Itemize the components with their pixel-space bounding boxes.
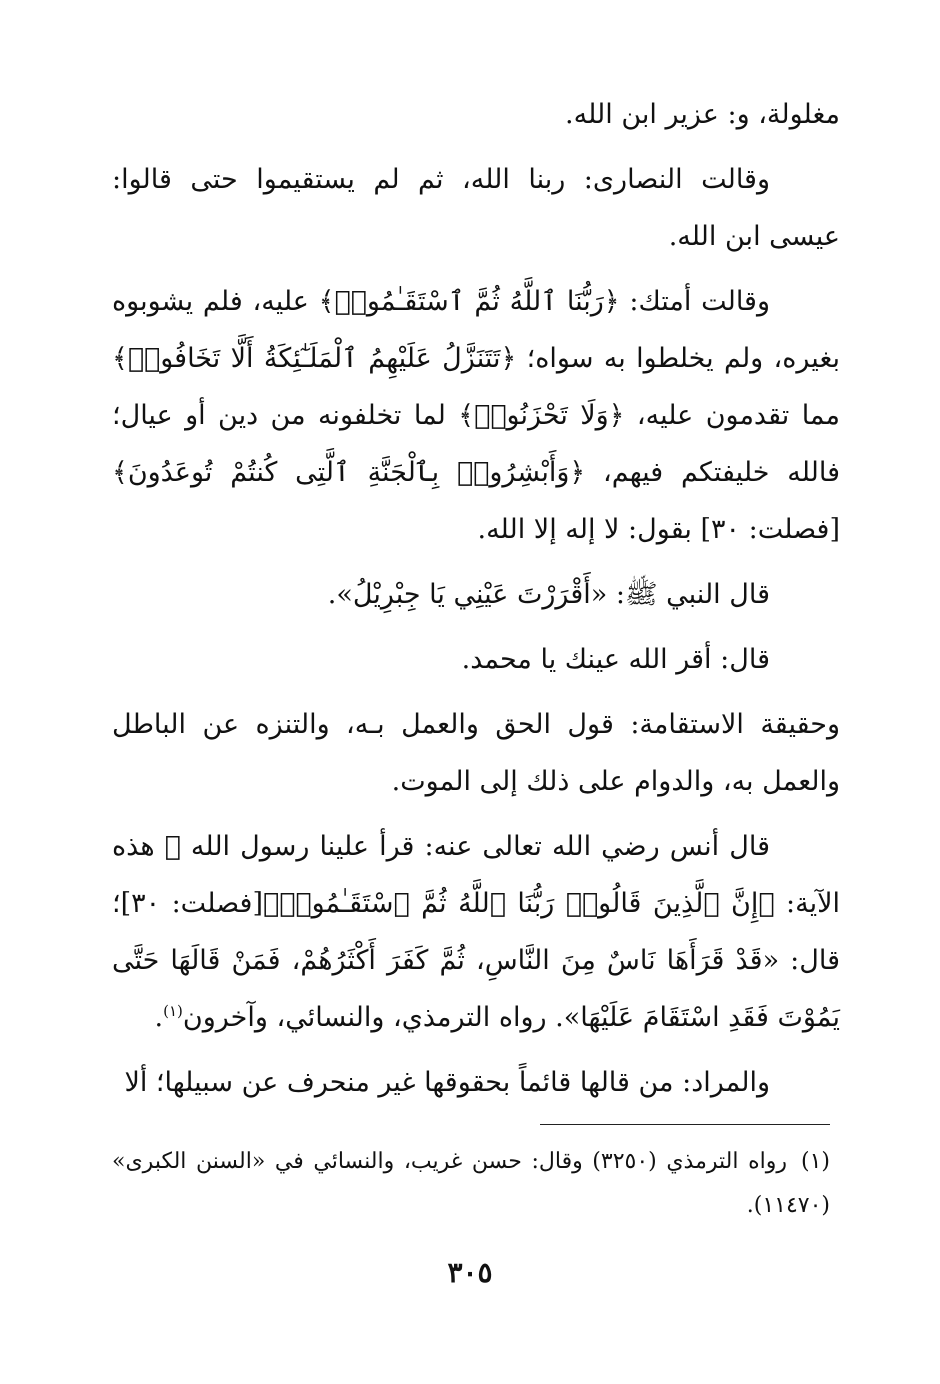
footnote-text: رواه الترمذي (٣٢٥٠) وقال: حسن غريب، والنسائي في «السنن الكبرى» (١١٤٧٠). (112, 1149, 830, 1218)
paragraph-6: وحقيقة الاستقامة: قول الحق والعمل بـه، والتنزه عن الباطل والعمل به، والدوام على ذلك إلى الموت. (112, 709, 840, 797)
paragraph-8: والمراد: من قالها قائماً بحقوقها غير منحرف عن سبيلها؛ ألا (124, 1067, 770, 1098)
page-number: ٣٠٥ (447, 1256, 493, 1289)
footnote (112, 1140, 830, 1228)
footnote-divider (540, 1124, 830, 1125)
page-body (112, 86, 840, 1119)
paragraph-2: وقالت النصارى: ربنا الله، ثم لم يستقيموا حتى قالوا: عيسى ابن الله. (112, 164, 840, 252)
paragraph-7: قال أنس رضي الله تعالى عنه: قرأ علينا رسول الله ﷺ هذه الآية: ﴿إِنَّ ٱلَّذِينَ قَالُوا۟ رَبُّنَا ٱللَّهُ ثُمَّ ٱسْتَقَـٰمُوا۟﴾[فصلت: ٣٠]؛ قال: «قَدْ قَرَأَهَا نَاسٌ مِنَ النَّاسِ، ثُمَّ كَفَرَ أَكْثَرُهُمْ، فَمَنْ قَالَهَا حَتَّى يَمُوْتَ فَقَدِ اسْتَقَامَ عَلَيْهَا». رواه الترمذي، والنسائي، وآخرون$^{(١)}$. (112, 831, 840, 1033)
paragraph-5: قال: أقر الله عينك يا محمد. (461, 644, 770, 675)
paragraph-1: مغلولة، و: عزير ابن الله. (565, 99, 840, 130)
paragraph-4: قال النبي ﷺ: «أَقْرَرْتَ عَيْنِي يَا جِبْرِيْلُ». (327, 579, 770, 610)
footnote-reference: (١) (163, 1002, 183, 1020)
footnote-number: (١) (800, 1149, 830, 1174)
paragraph-7-text: قال أنس رضي الله تعالى عنه: قرأ علينا رسول الله ﷺ هذه الآية: ﴿إِنَّ ٱلَّذِينَ قَالُوا۟ رَبُّنَا ٱللَّهُ ثُمَّ ٱسْتَقَـٰمُوا۟﴾[فصلت: ٣٠]؛ قال: «قَدْ قَرَأَهَا نَاسٌ مِنَ النَّاسِ، ثُمَّ كَفَرَ أَكْثَرُهُمْ، فَمَنْ قَالَهَا حَتَّى يَمُوْتَ فَقَدِ اسْتَقَامَ عَلَيْهَا». رواه الترمذي، والنسائي، وآخرون (112, 831, 840, 1033)
paragraph-3: وقالت أمتك: ﴿رَبُّنَا ٱللَّهُ ثُمَّ ٱسْتَقَـٰمُوا۟﴾ عليه، فلم يشوبوه بغيره، ولم يخلطوا به سواه؛ ﴿تَتَنَزَّلُ عَلَيْهِمُ ٱلْمَلَـٰٓئِكَةُ أَلَّا تَخَافُوا۟﴾ مما تقدمون عليه، ﴿وَلَا تَحْزَنُوا۟﴾ لما تخلفونه من دين أو عيال؛ فالله خليفتكم فيهم، ﴿وَأَبْشِرُوا۟ بِٱلْجَنَّةِ ٱلَّتِى كُنتُمْ تُوعَدُونَ﴾[فصلت: ٣٠] بقول: لا إله إلا الله. (112, 286, 840, 545)
